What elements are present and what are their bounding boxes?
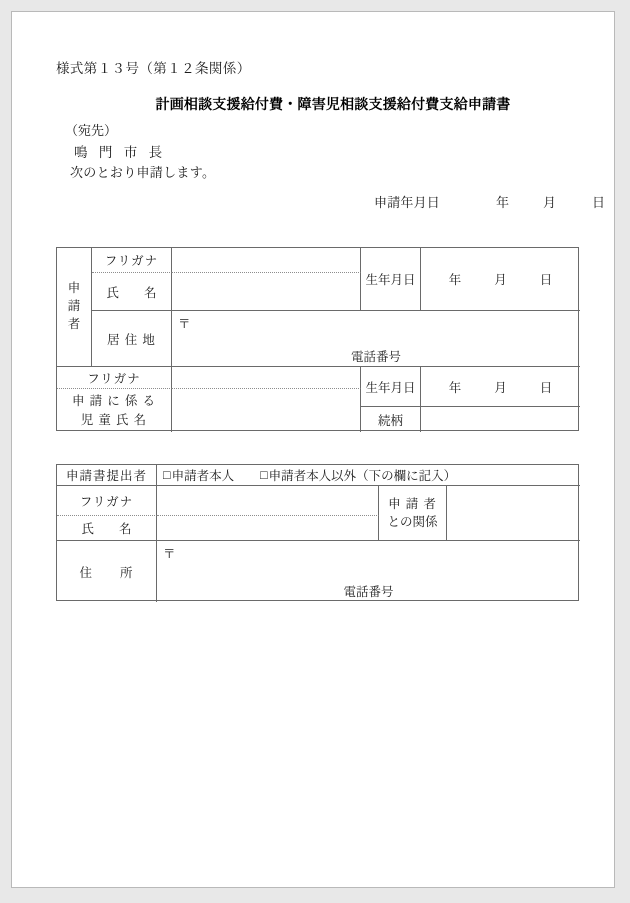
- applicant-birth-day-unit: 日: [539, 273, 553, 287]
- submitter-address-field[interactable]: [157, 541, 580, 602]
- submitter-address-label: 住 所: [57, 541, 157, 602]
- applicant-table: [56, 247, 579, 431]
- child-name-label: 申 請 に 係 る 児 童 氏 名: [57, 389, 172, 432]
- child-relation-label: 続柄: [361, 407, 421, 432]
- applicant-furigana-label: フリガナ: [92, 248, 172, 273]
- child-birth-month-unit: 月: [494, 380, 514, 395]
- applicant-name-label: 氏 名: [92, 273, 172, 311]
- submitter-postal-symbol: 〒: [163, 547, 176, 561]
- submitter-name-label: 氏 名: [57, 516, 157, 541]
- submitter-relation-field[interactable]: [447, 486, 580, 541]
- applicant-vertical-label: 申 請 者: [57, 248, 92, 367]
- child-furigana-field[interactable]: [172, 367, 361, 389]
- submitter-name-field[interactable]: [157, 516, 379, 541]
- applicant-birthdate-label: 生年月日: [361, 248, 421, 311]
- applicant-residence-field[interactable]: [172, 311, 580, 367]
- child-furigana-label: フリガナ: [57, 367, 172, 389]
- form-number: 様式第１３号（第１２条関係）: [56, 61, 251, 76]
- application-date-day-unit: 日: [592, 195, 606, 210]
- checkbox-other-box: □: [260, 467, 268, 482]
- document-page: [11, 11, 615, 888]
- page-title: 計画相談支援給付費・障害児相談支援給付費支給申請書: [155, 98, 511, 113]
- applicant-birth-month-unit: 月: [494, 273, 514, 287]
- applicant-birth-year-unit: 年: [448, 273, 469, 287]
- application-date-year-unit: 年: [496, 195, 510, 210]
- submitter-furigana-label: フリガナ: [57, 486, 157, 516]
- applicant-birthdate-field[interactable]: [421, 248, 580, 311]
- submitter-type-options: [157, 465, 580, 486]
- checkbox-self[interactable]: [163, 466, 234, 484]
- application-date-month-unit: 月: [543, 195, 557, 210]
- checkbox-other[interactable]: [260, 466, 456, 484]
- application-date-label: 申請年月日: [374, 195, 441, 210]
- submitter-table: [56, 464, 579, 601]
- child-birth-year-unit: 年: [448, 380, 469, 395]
- applicant-furigana-field[interactable]: [172, 248, 361, 273]
- applicant-name-field[interactable]: [172, 273, 361, 311]
- submitter-header-label: 申請書提出者: [57, 465, 157, 486]
- submitter-phone-label: 電話番号: [343, 585, 394, 599]
- child-birthdate-label: 生年月日: [361, 367, 421, 407]
- addressee-value: 鳴 門 市 長: [74, 145, 167, 160]
- submitter-furigana-field[interactable]: [157, 486, 379, 516]
- applicant-residence-label: 居 住 地: [92, 311, 172, 367]
- application-date-row: [374, 192, 605, 211]
- checkbox-other-label: 申請者本人以外（下の欄に記入）: [268, 469, 457, 483]
- child-birth-day-unit: 日: [539, 380, 553, 395]
- addressee-label: （宛先）: [65, 123, 118, 138]
- child-relation-field[interactable]: [421, 407, 580, 432]
- submitter-relation-label: 申 請 者 との関係: [379, 486, 447, 541]
- applicant-postal-symbol: 〒: [178, 317, 191, 331]
- child-birthdate-field[interactable]: [421, 367, 580, 407]
- checkbox-self-label: 申請者本人: [171, 469, 235, 483]
- checkbox-self-box: □: [163, 467, 171, 482]
- child-name-field[interactable]: [172, 389, 361, 432]
- application-statement: 次のとおり申請します。: [70, 165, 216, 180]
- applicant-phone-label: 電話番号: [350, 350, 401, 364]
